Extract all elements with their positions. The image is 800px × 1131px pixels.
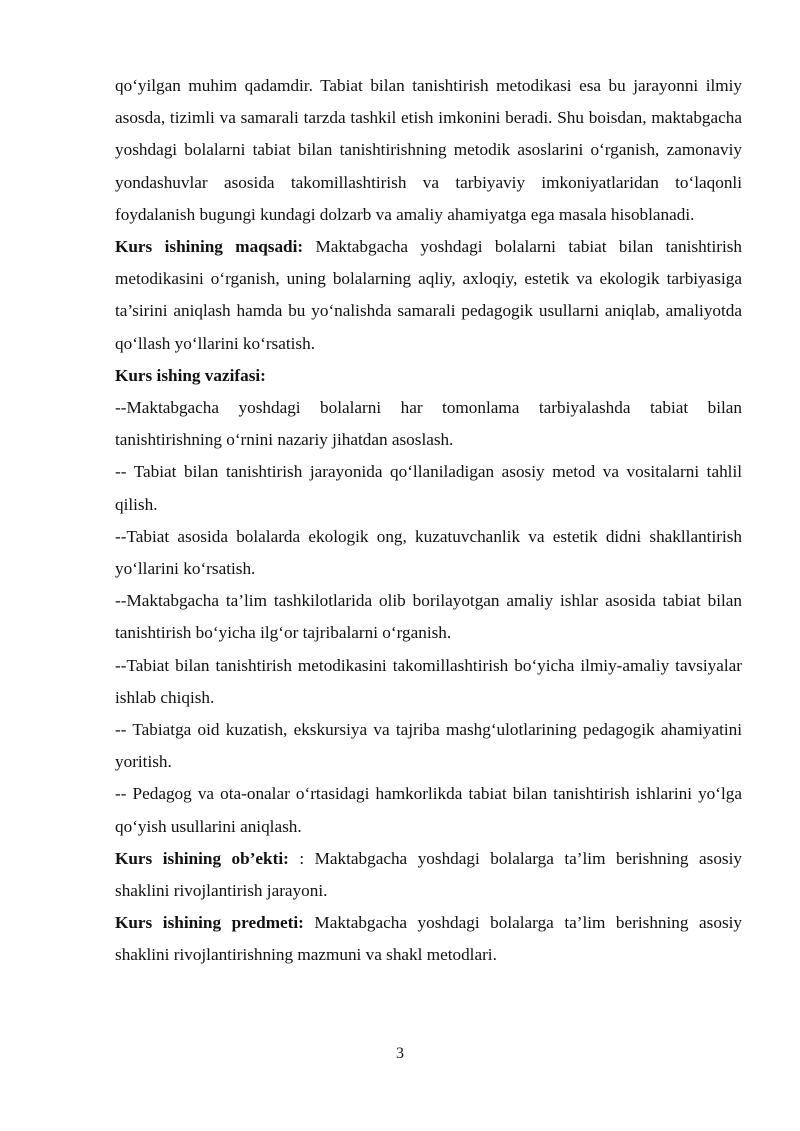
task-item: --Tabiat asosida bolalarda ekologik ong, kuzatuvchanlik va estetik didni shakllantirish yo‘llarini ko‘rsatish.	[115, 526, 742, 579]
page-body	[115, 70, 742, 972]
object-paragraph	[115, 843, 742, 907]
goal-text: Maktabgacha yoshdagi bolalarni tabiat bilan tanishtirish metodikasini o‘rganish, uning bolalarning aqliy, axloqiy, estetik va ekologik tarbiyasiga ta’sirini aniqlash hamda bu yo‘nalishda samarali pedagogik usullarni aniqlab, amaliyotda qo‘llash yo‘llarini ko‘rsatish.	[115, 237, 742, 353]
task-item: -- Tabiatga oid kuzatish, ekskursiya va tajriba mashg‘ulotlarining pedagogik ahamiyatini yoritish.	[115, 720, 742, 772]
goal-paragraph	[115, 231, 742, 360]
task-item: --Maktabgacha ta’lim tashkilotlarida olib borilayotgan amaliy ishlar asosida tabiat bilan tanishtirish bo‘yicha ilg‘or tajribalarni o‘rganish.	[115, 591, 742, 643]
intro-paragraph: qo‘yilgan muhim qadamdir. Tabiat bilan tanishtirish metodikasi esa bu jarayonni ilmiy asosda, tizimli va samarali tarzda tashkil etish imkonini beradi. Shu boisdan, maktabgacha yoshdagi bolalarni tabiat bilan tanishtirishning metodik asoslarini o‘rganish, zamonaviy yondashuvlar asosida takomillashtirish va tarbiyaviy imkoniyatlaridan to‘laqonli foydalanish bugungi kundagi dolzarb va amaliy ahamiyatga ega masala hisoblanadi.	[115, 76, 742, 224]
subject-text: Maktabgacha yoshdagi bolalarga ta’lim berishning asosiy shaklini rivojlantirishning mazmuni va shakl metodlari.	[115, 913, 743, 965]
goal-label: Kurs ishining maqsadi:	[115, 237, 304, 257]
object-text: : Maktabgacha yoshdagi bolalarga ta’lim berishning asosiy shaklini rivojlantirish jarayoni.	[115, 848, 742, 901]
task-item: -- Tabiat bilan tanishtirish jarayonida qo‘llaniladigan asosiy metod va vositalarni tahlil qilish.	[115, 462, 742, 514]
task-item: --Maktabgacha yoshdagi bolalarni har tomonlama tarbiyalashda tabiat bilan tanishtirishning o‘rnini nazariy jihatdan asoslash.	[115, 398, 742, 450]
subject-label: Kurs ishining predmeti:	[115, 913, 304, 933]
page-number: 3	[396, 1045, 404, 1062]
subject-paragraph	[115, 907, 742, 971]
task-item: -- Pedagog va ota-onalar o‘rtasidagi hamkorlikda tabiat bilan tanishtirish ishlarini yo‘lga qo‘yish usullarini aniqlash.	[115, 784, 742, 836]
object-label: Kurs ishining ob’ekti:	[115, 848, 289, 868]
tasks-heading-label: Kurs ishing vazifasi:	[115, 365, 266, 385]
tasks-heading	[115, 360, 742, 392]
task-item: --Tabiat bilan tanishtirish metodikasini takomillashtirish bo‘yicha ilmiy-amaliy tavsiyalar ishlab chiqish.	[115, 655, 742, 707]
